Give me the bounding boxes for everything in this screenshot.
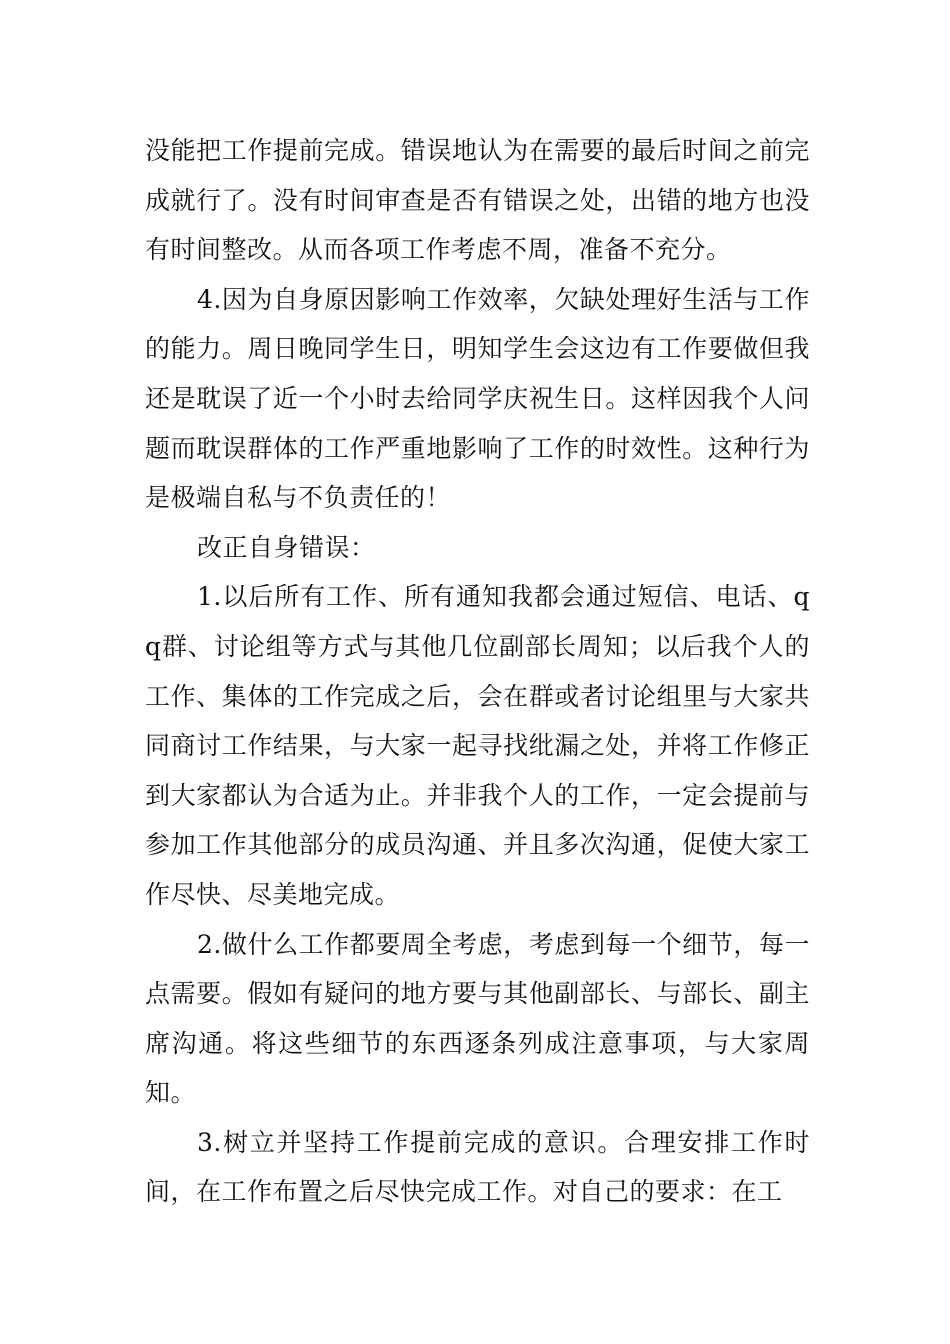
paragraph-3-heading: 改正自身错误： [197, 532, 376, 562]
paragraph-4: 1.以后所有工作、所有通知我都会通过短信、电话、qq群、讨论组等方式与其他几位副部长周知；以后我个人的工作、集体的工作完成之后，会在群或者讨论组里与大家共同商讨工作结果，与大家一起寻找纰漏之处，并将工作修正到大家都认为合适为止。并非我个人的工作，一定会提前与参加工作其他部分的成员沟通、并且多次沟通，促使大家工作尽快、尽美地完成。 [145, 582, 810, 909]
paragraph-1: 没能把工作提前完成。错误地认为在需要的最后时间之前完成就行了。没有时间审查是否有错误之处，出错的地方也没有时间整改。从而各项工作考虑不周，准备不充分。 [145, 136, 810, 265]
paragraph-5: 2.做什么工作都要周全考虑，考虑到每一个细节，每一点需要。假如有疑问的地方要与其他副部长、与部长、副主席沟通。将这些细节的东西逐条列成注意事项，与大家周知。 [145, 929, 810, 1108]
paragraph-2: 4.因为自身原因影响工作效率，欠缺处理好生活与工作的能力。周日晚同学生日，明知学生会这边有工作要做但我还是耽误了近一个小时去给同学庆祝生日。这样因我个人问题而耽误群体的工作严重地影响了工作的时效性。这种行为是极端自私与不负责任的！ [145, 284, 810, 513]
paragraph-6: 3.树立并坚持工作提前完成的意识。合理安排工作时间，在工作布置之后尽快完成工作。对自己的要求：在工 [145, 1127, 810, 1207]
document-body [145, 126, 810, 1217]
